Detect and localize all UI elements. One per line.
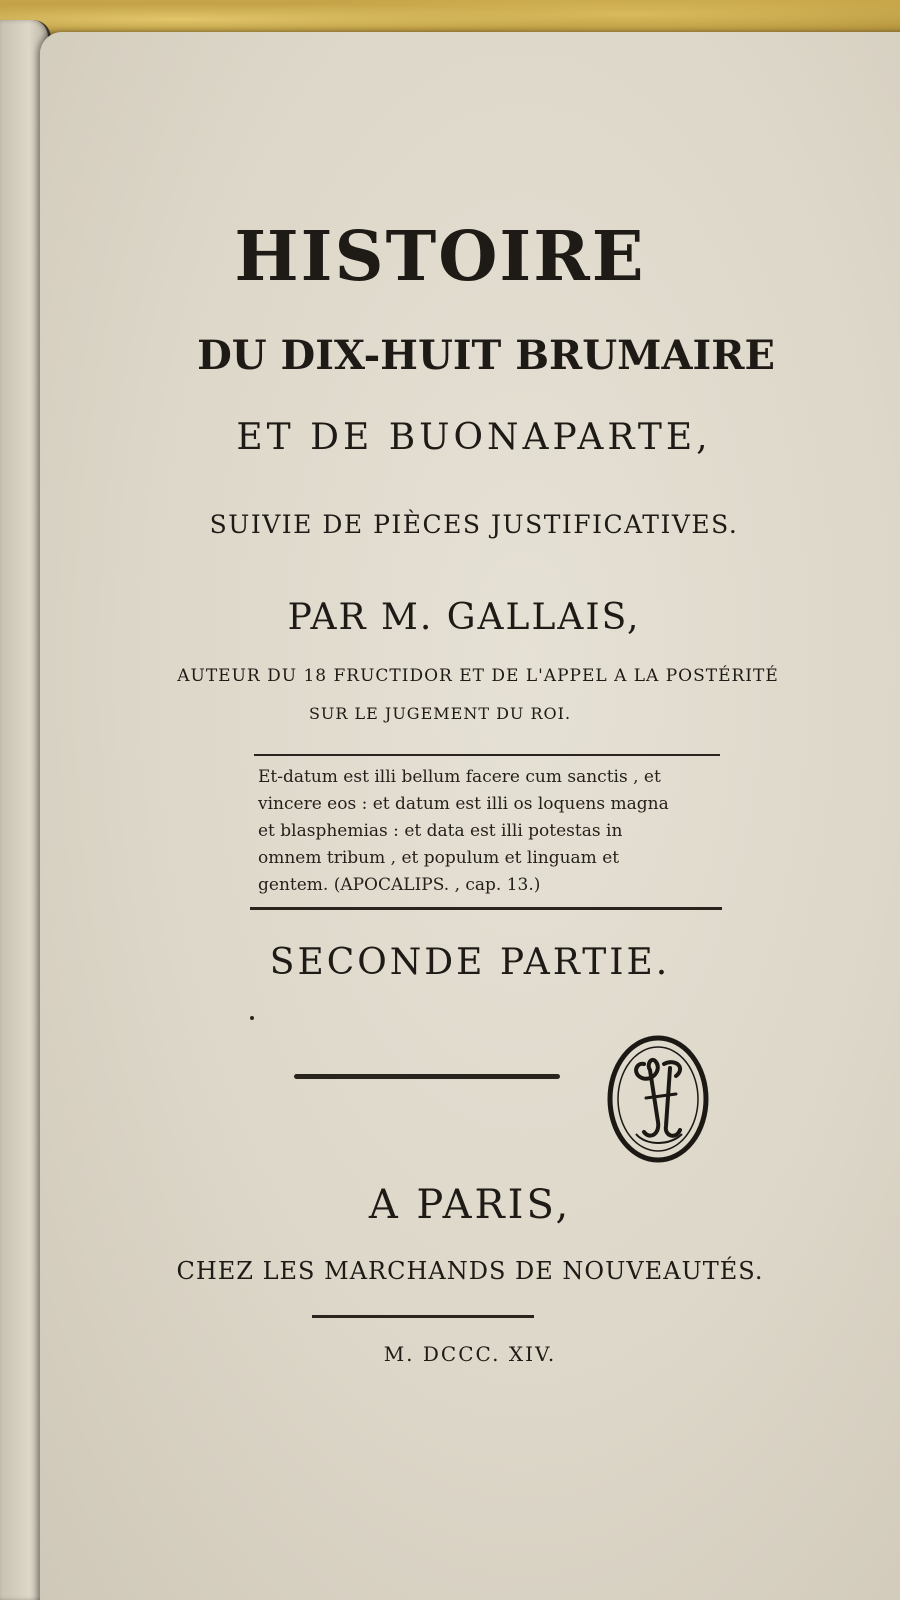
library-monogram-stamp-icon — [606, 1034, 710, 1164]
epigraph — [258, 764, 728, 899]
epigraph-top-rule — [254, 754, 720, 756]
publication-date: M. DCCC. XIV. — [383, 1342, 557, 1366]
epigraph-line: vincere eos : et datum est illi os loquens magna — [258, 794, 669, 814]
epigraph-line: omnem tribum , et populum et linguam et — [258, 848, 620, 868]
book-title: HISTOIRE — [234, 217, 646, 297]
ink-spot — [250, 1016, 254, 1020]
title-page — [40, 32, 900, 1600]
epigraph-line: gentem. (APOCALIPS. , cap. 13.) — [258, 875, 541, 895]
ornamental-rule — [294, 1074, 560, 1079]
author-line: PAR M. GALLAIS, — [287, 597, 641, 638]
author-description-line-2: SUR LE JUGEMENT DU ROI. — [308, 704, 572, 723]
subtitle-line-3: SUIVIE DE PIÈCES JUSTIFICATIVES. — [209, 510, 739, 539]
publisher-line: CHEZ LES MARCHANDS DE NOUVEAUTÉS. — [176, 1257, 764, 1285]
epigraph-line: Et-datum est illi bellum facere cum sanctis , et — [258, 767, 661, 787]
publication-place: A PARIS, — [368, 1182, 572, 1228]
publisher-rule — [312, 1315, 534, 1318]
epigraph-line: et blasphemias : et data est illi potestas in — [258, 821, 623, 841]
part-heading: SECONDE PARTIE. — [269, 942, 671, 983]
author-description-line-1: AUTEUR DU 18 FRUCTIDOR ET DE L'APPEL A LA POSTÉRITÉ — [177, 666, 779, 686]
subtitle-line-2: ET DE BUONAPARTE, — [236, 417, 712, 458]
subtitle-line-1: DU DIX-HUIT BRUMAIRE — [197, 332, 775, 379]
epigraph-bottom-rule — [250, 907, 722, 910]
